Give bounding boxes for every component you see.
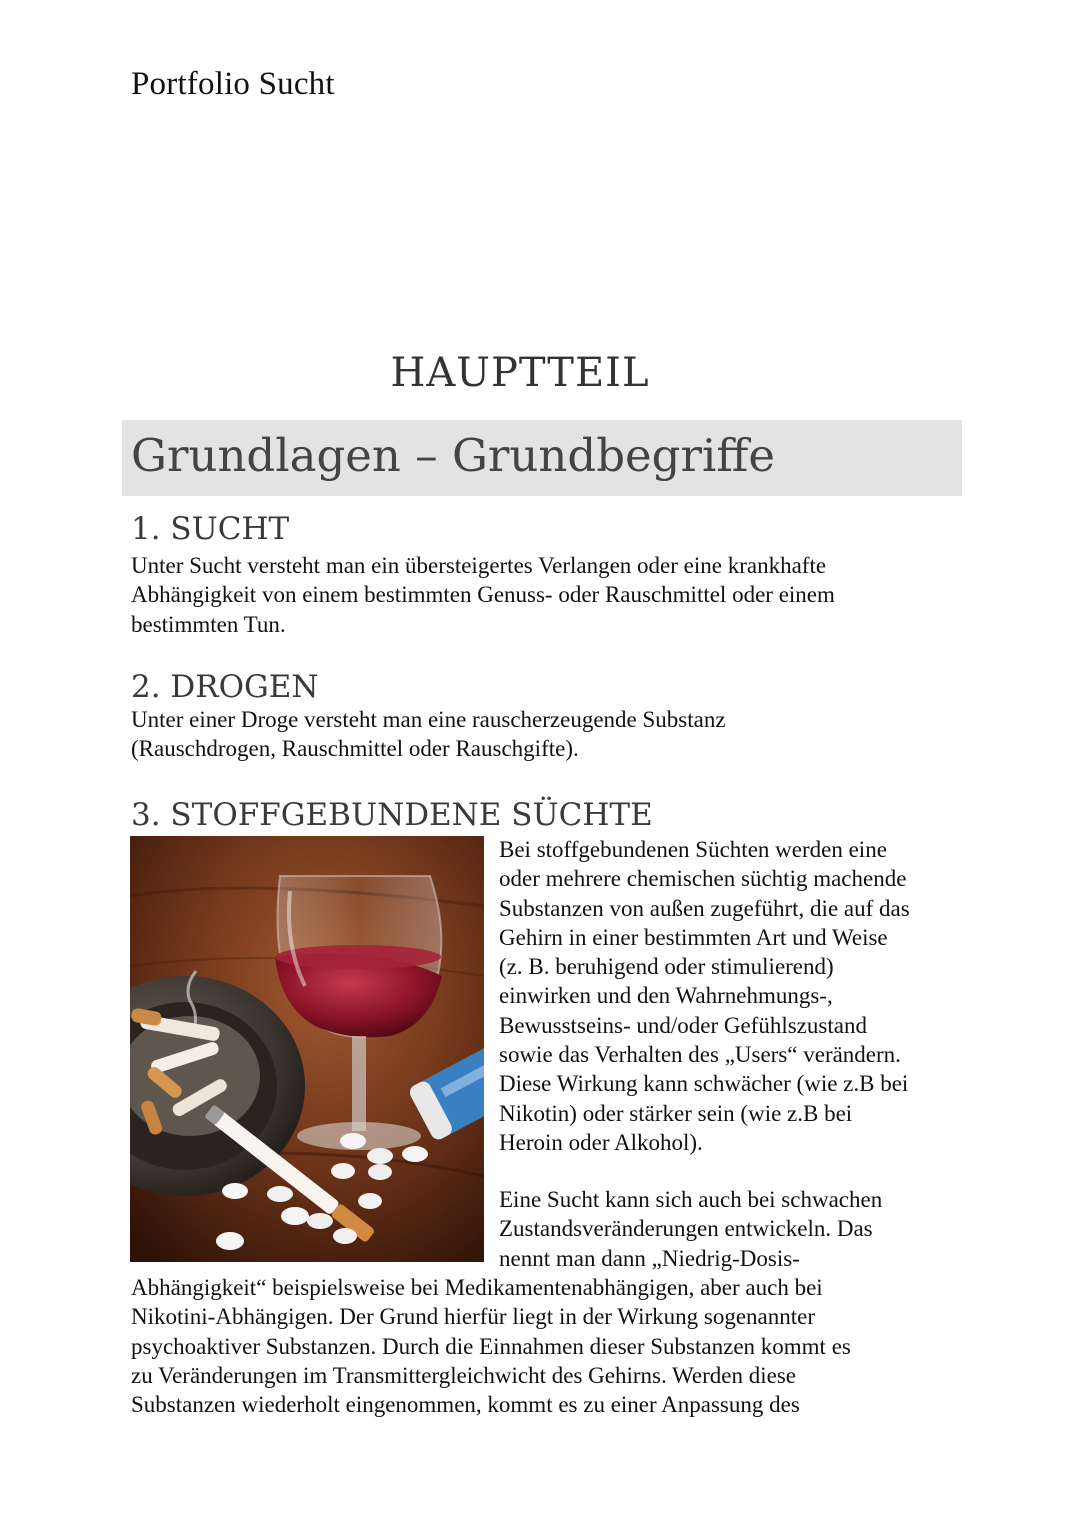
paragraph-stoffgebunden-1	[499, 835, 910, 1157]
text-line: Substanzen wiederholt eingenommen, kommt es zu einer Anpassung des	[131, 1392, 800, 1418]
text-line: Bewusstseins- und/oder Gefühlszustand	[499, 1012, 867, 1038]
document-header: Portfolio Sucht	[131, 66, 335, 102]
text-line: Nikotini-Abhängigen. Der Grund hierfür liegt in der Wirkung sogenannter	[131, 1304, 816, 1330]
text-line: (Rauschdrogen, Rauschmittel oder Rauschgifte).	[131, 736, 579, 762]
text-line: Heroin oder Alkohol).	[499, 1129, 703, 1155]
text-line: einwirken und den Wahrnehmungs-,	[499, 983, 833, 1009]
text-line: Abhängigkeit von einem bestimmten Genuss- oder Rauschmittel oder einem	[131, 582, 835, 608]
text-line: Zustandsveränderungen entwickeln. Das	[499, 1216, 873, 1242]
text-line: zu Veränderungen im Transmittergleichwicht des Gehirns. Werden diese	[131, 1362, 797, 1388]
paragraph-sucht	[131, 551, 835, 639]
text-line: Substanzen von außen zugeführt, die auf das	[499, 895, 910, 921]
text-line: Nikotin) oder stärker sein (wie z.B bei	[499, 1100, 853, 1126]
text-line: sowie das Verhalten des „Users“ verändern.	[499, 1042, 901, 1068]
text-line: nennt man dann „Niedrig-Dosis-	[499, 1245, 800, 1271]
text-line: Diese Wirkung kann schwächer (wie z.B bei	[499, 1071, 909, 1097]
section-title: Grundlagen – Grundbegriffe	[131, 429, 775, 482]
paragraph-drogen	[131, 705, 726, 764]
text-line: oder mehrere chemischen süchtig machende	[499, 866, 907, 892]
text-line: psychoaktiver Substanzen. Durch die Einnahmen dieser Substanzen kommt es	[131, 1333, 851, 1359]
text-line: Unter einer Droge versteht man eine rauscherzeugende Substanz	[131, 707, 726, 732]
main-title: HAUPTTEIL	[390, 350, 650, 396]
text-line: bestimmten Tun.	[131, 611, 286, 637]
heading-drogen: 2. DROGEN	[131, 669, 319, 705]
text-line: Abhängigkeit“ beispielsweise bei Medikamentenabhängigen, aber auch bei	[131, 1275, 823, 1300]
text-line: Gehirn in einer bestimmten Art und Weise	[499, 924, 888, 950]
section-banner	[122, 420, 962, 496]
paragraph-stoffgebunden-2	[499, 1185, 882, 1273]
text-line: Unter Sucht versteht man ein übersteigertes Verlangen oder eine krankhafte	[131, 553, 827, 578]
text-line: Eine Sucht kann sich auch bei schwachen	[499, 1187, 883, 1212]
text-line: (z. B. beruhigend oder stimulierend)	[499, 954, 834, 980]
heading-sucht: 1. SUCHT	[131, 511, 290, 547]
text-line: Bei stoffgebundenen Süchten werden eine	[499, 837, 887, 862]
paragraph-stoffgebunden-3	[131, 1273, 851, 1419]
drugs-alcohol-photo	[130, 836, 484, 1262]
heading-stoffgebundene-suechte: 3. STOFFGEBUNDENE SÜCHTE	[131, 797, 653, 833]
